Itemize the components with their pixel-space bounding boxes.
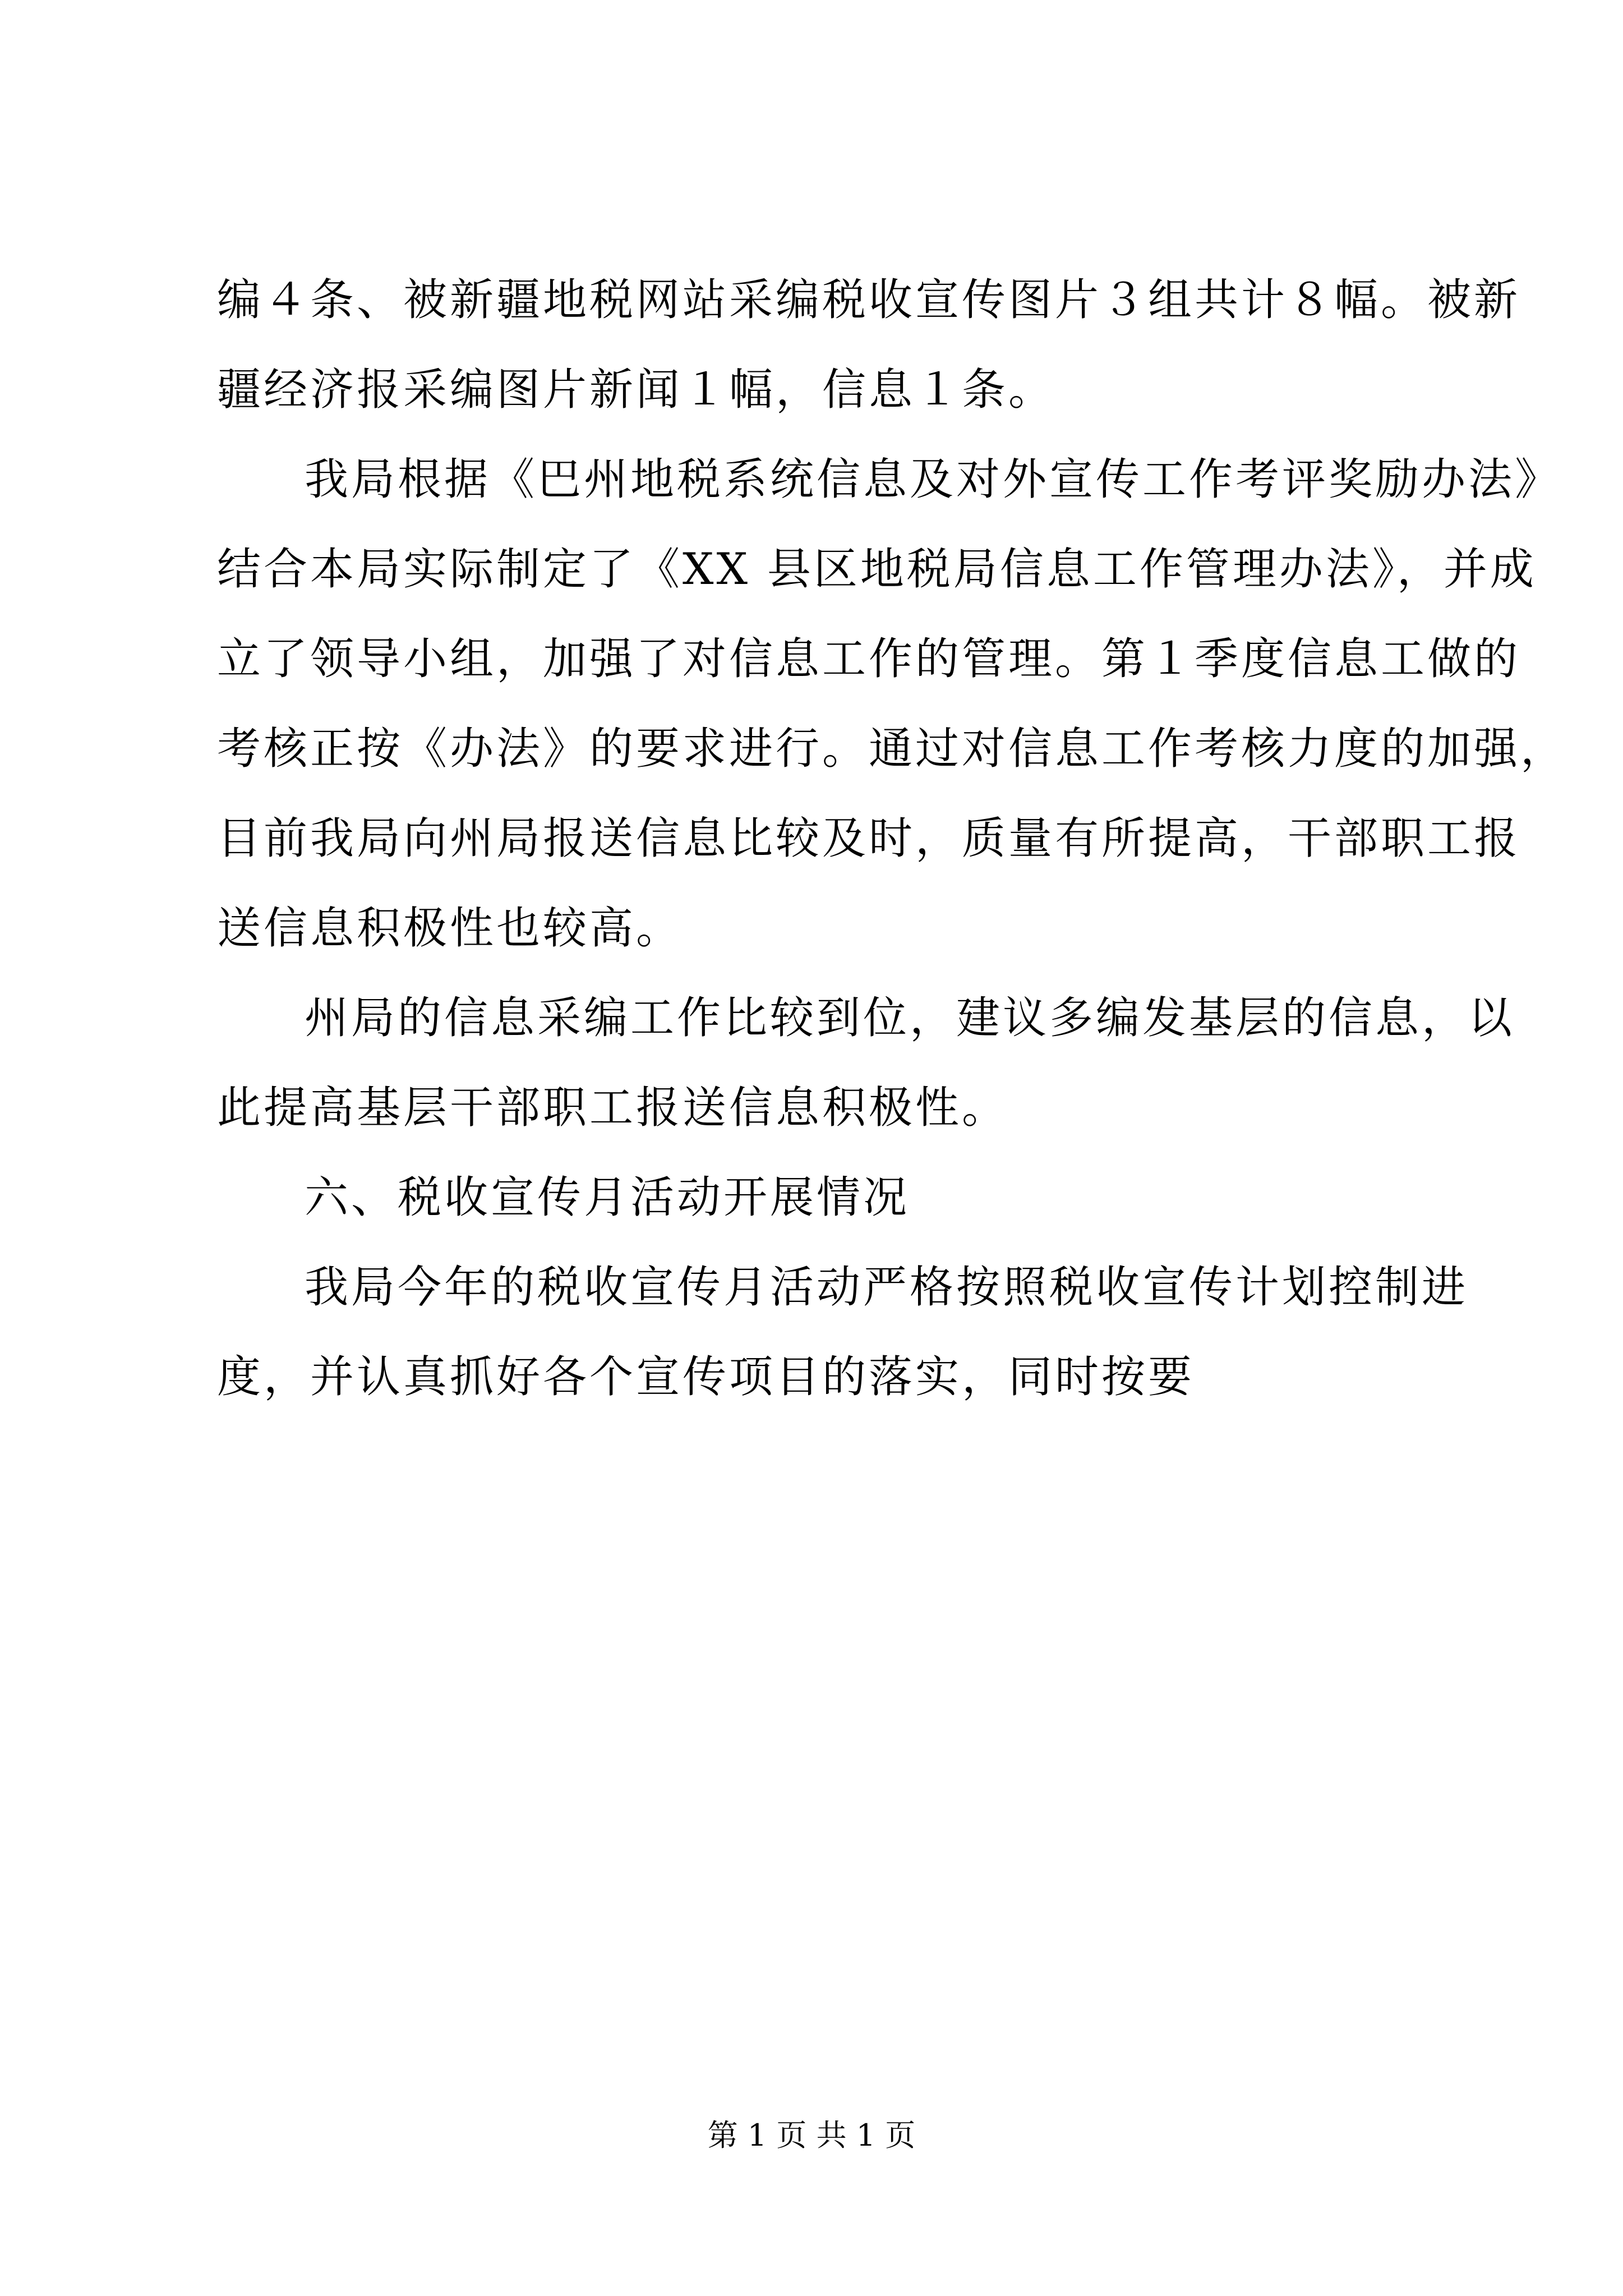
- text-line: 度，并认真抓好各个宣传项目的落实，同时按要: [217, 1352, 1195, 1402]
- text-line: 此提高基层干部职工报送信息积极性。: [217, 1083, 1009, 1133]
- text-line: 送信息积极性也较高。: [217, 903, 683, 954]
- page-footer: 第 1 页 共 1 页: [707, 2118, 916, 2153]
- text-line: 疆经济报采编图片新闻１幅，信息１条。: [217, 365, 1055, 415]
- paragraph-start-line: 我局今年的税收宣传月活动严格按照税收宣传计划控制进: [305, 1262, 1469, 1313]
- text-line: 考核正按《办法》的要求进行。通过对信息工作考核力度的加强，: [217, 724, 1567, 774]
- text-line: 立了领导小组，加强了对信息工作的管理。第１季度信息工做的: [217, 634, 1521, 684]
- section-heading: 六、税收宣传月活动开展情况: [305, 1172, 910, 1223]
- paragraph-start-line: 州局的信息采编工作比较到位，建议多编发基层的信息，以: [305, 993, 1515, 1043]
- text-line: 结合本局实际制定了《XX 县区地税局信息工作管理办法》，并成: [217, 544, 1537, 595]
- paragraph-start-line: 我局根据《巴州地税系统信息及对外宣传工作考评奖励办法》: [305, 454, 1562, 505]
- text-line: 目前我局向州局报送信息比较及时，质量有所提高，干部职工报: [217, 813, 1521, 864]
- document-body: [217, 255, 1567, 1422]
- text-line: 编４条、被新疆地税网站采编税收宣传图片３组共计８幅。被新: [217, 275, 1521, 325]
